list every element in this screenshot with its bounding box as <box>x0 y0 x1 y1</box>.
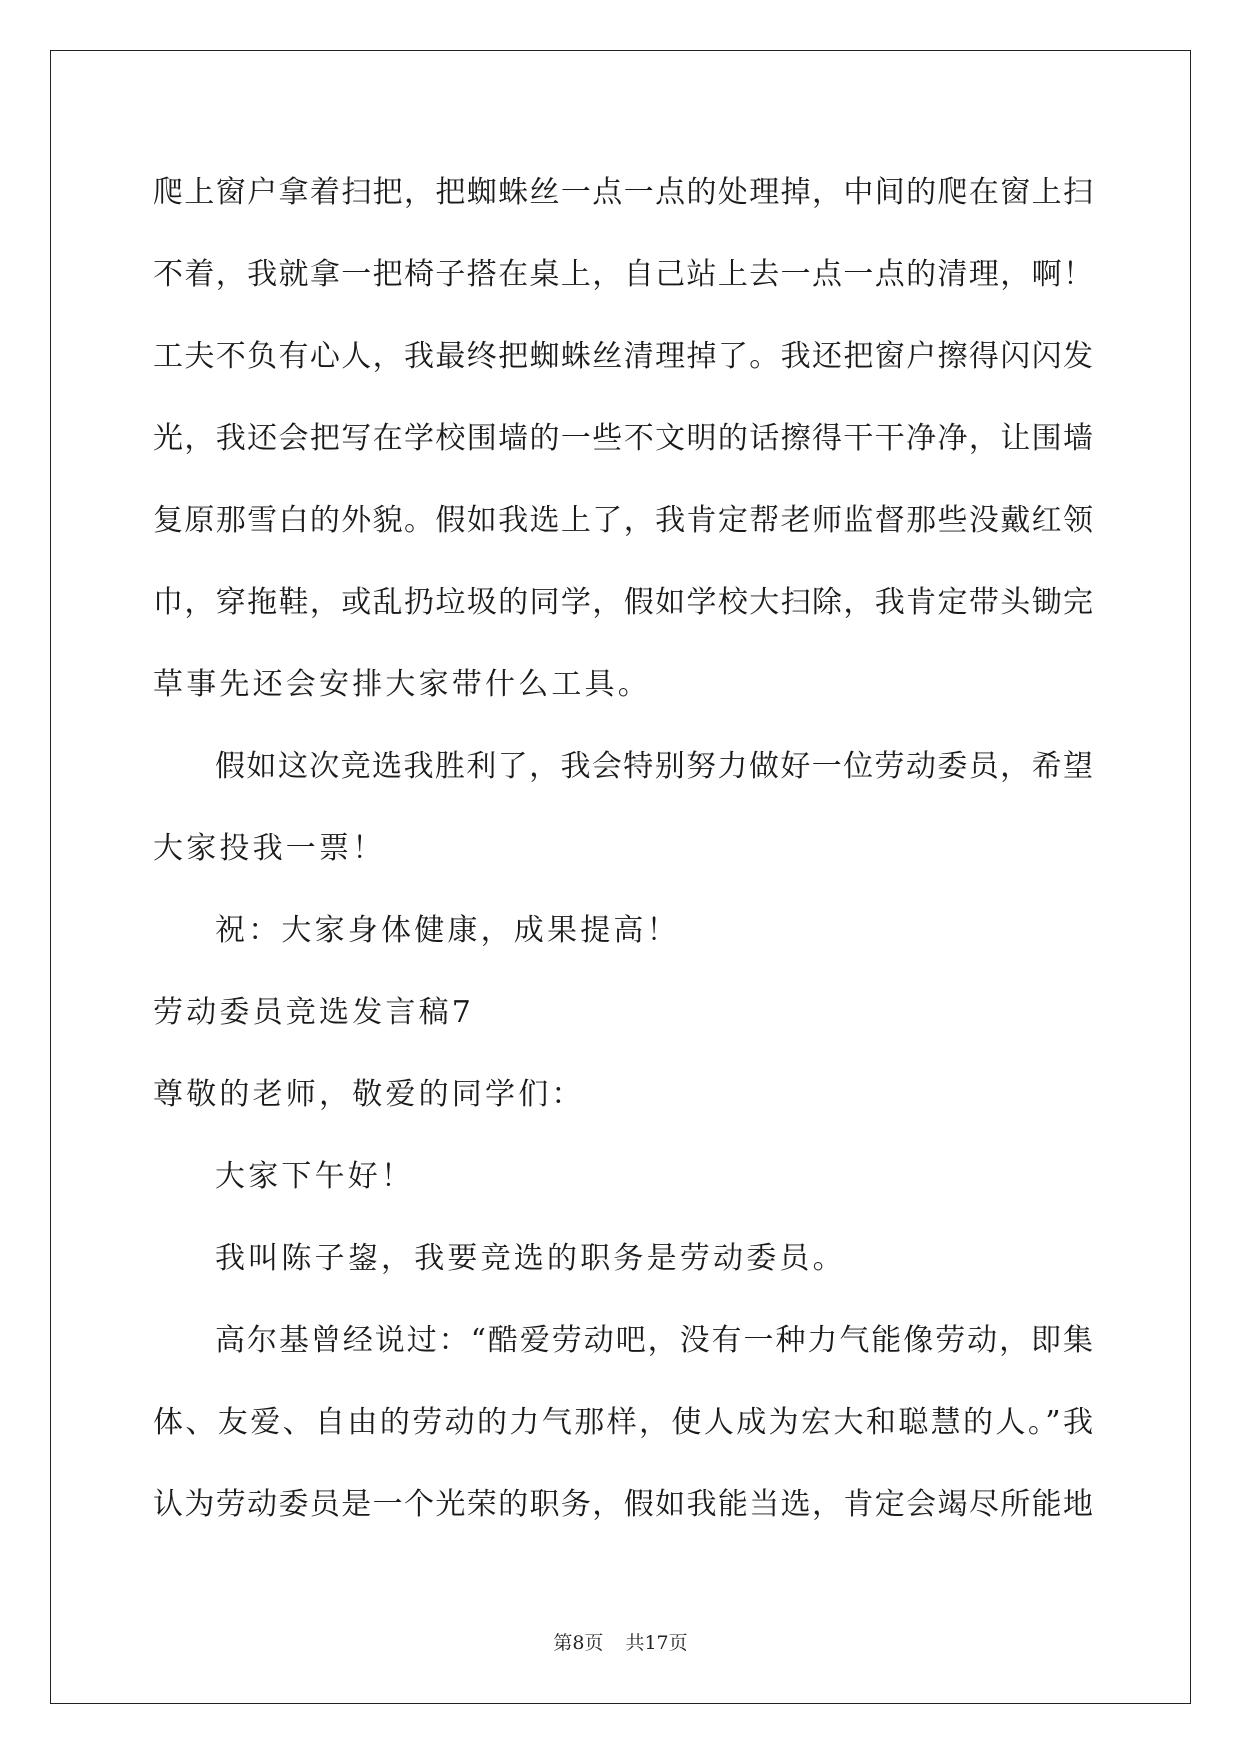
text-line: 体、友爱、自由的劳动的力气那样，使人成为宏大和聪慧的人。”我 <box>153 1405 1093 1440</box>
paragraph-start: 我叫陈子鋆，我要竞选的职务是劳动委员。 <box>215 1241 846 1276</box>
text-line: 大家投我一票！ <box>153 831 386 866</box>
paragraph-start: 高尔基曾经说过：“酷爱劳动吧，没有一种力气能像劳动，即集 <box>215 1323 1093 1358</box>
text-line: 光，我还会把写在学校围墙的一些不文明的话擦得干干净净，让围墙 <box>153 421 1093 456</box>
text-line: 巾，穿拖鞋，或乱扔垃圾的同学，假如学校大扫除，我肯定带头锄完 <box>153 585 1093 620</box>
text-line: 不着，我就拿一把椅子搭在桌上，自己站上去一点一点的清理，啊！ <box>153 257 1093 292</box>
text-line: 草事先还会安排大家带什么工具。 <box>153 667 651 702</box>
paragraph-start: 假如这次竞选我胜利了，我会特别努力做好一位劳动委员，希望 <box>215 749 1093 784</box>
text-line: 复原那雪白的外貌。假如我选上了，我肯定帮老师监督那些没戴红领 <box>153 503 1093 538</box>
section-title: 劳动委员竞选发言稿7 <box>153 995 475 1030</box>
page-footer <box>0 1628 1241 1655</box>
page-number: 第8页 <box>553 1632 604 1654</box>
text-line: 爬上窗户拿着扫把，把蜘蛛丝一点一点的处理掉，中间的爬在窗上扫 <box>153 175 1093 210</box>
greeting: 大家下午好！ <box>215 1159 415 1194</box>
paragraph-start: 祝：大家身体健康，成果提高！ <box>215 913 680 948</box>
page-total: 共17页 <box>625 1632 688 1654</box>
text-line: 认为劳动委员是一个光荣的职务，假如我能当选，肯定会竭尽所能地 <box>153 1487 1093 1522</box>
document-body <box>153 152 1093 1546</box>
text-line: 工夫不负有心人，我最终把蜘蛛丝清理掉了。我还把窗户擦得闪闪发 <box>153 339 1093 374</box>
salutation: 尊敬的老师，敬爱的同学们： <box>153 1077 585 1112</box>
